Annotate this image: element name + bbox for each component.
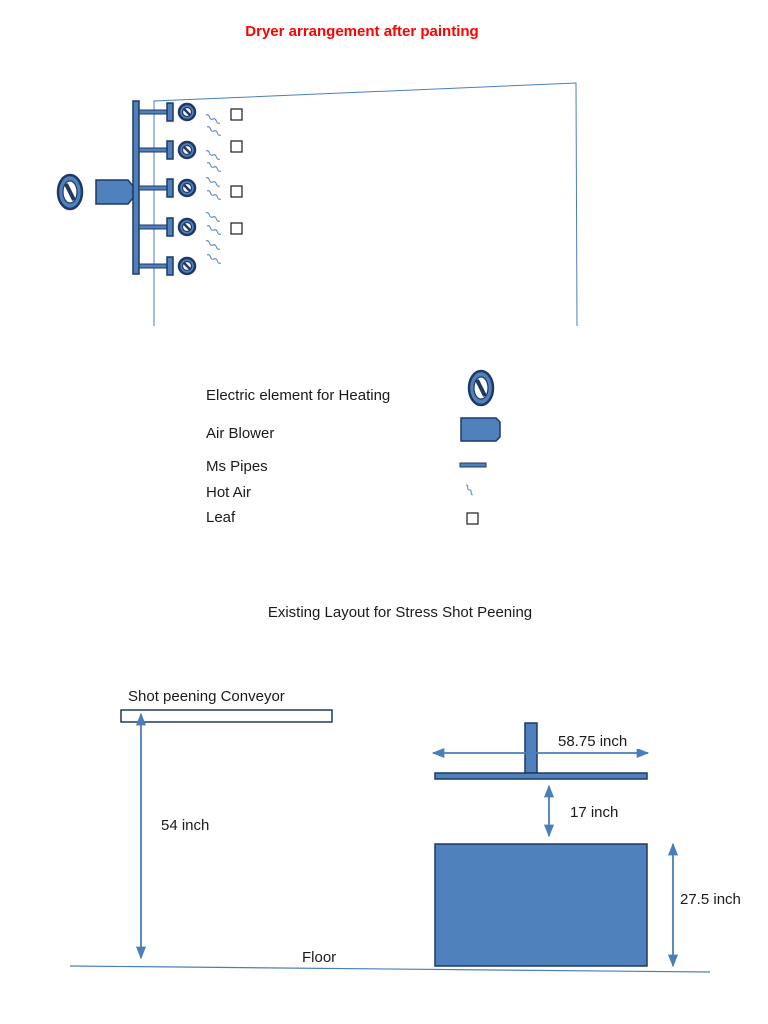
hot-air-icon (206, 162, 221, 172)
box-height-label: 27.5 inch (680, 891, 741, 908)
leaf-icon (231, 141, 242, 152)
peening-machine-box (435, 844, 647, 966)
heating-element-icon (179, 180, 195, 196)
hot-air-icon (206, 225, 221, 235)
hot-air-icon (205, 114, 220, 124)
hot-air-icon (205, 177, 220, 187)
hot-air-icon (206, 126, 221, 136)
heating-element-icon (179, 219, 195, 235)
hot-air-icon (206, 190, 221, 200)
leaf-icon (231, 109, 242, 120)
legend-label-hot-air: Hot Air (206, 484, 252, 501)
layout-title: Existing Layout for Stress Shot Peening (267, 604, 533, 621)
branch-row (139, 141, 195, 159)
hot-air-icon (205, 240, 220, 250)
legend (206, 371, 500, 526)
leaves (231, 109, 242, 234)
hot-air-icon (206, 254, 221, 264)
heating-element-icon (179, 258, 195, 274)
floor-line (70, 966, 710, 972)
legend-label-pipes: Ms Pipes (206, 458, 268, 475)
heating-element-icon (179, 104, 195, 120)
conveyor-height-label: 54 inch (161, 817, 210, 834)
branch-row (139, 257, 195, 275)
hot-air-icon (205, 150, 220, 160)
hot-air-icon (205, 212, 220, 222)
heating-element-icon (469, 371, 493, 405)
leaf-icon (467, 513, 478, 524)
t-bar-base (435, 773, 647, 779)
heating-element-icon (58, 175, 82, 209)
width-label: 58.75 inch (558, 733, 628, 750)
legend-label-leaf: Leaf (206, 509, 236, 526)
t-bar-stem (525, 723, 537, 773)
branch-row (139, 218, 195, 236)
air-blower-icon (461, 418, 500, 441)
dryer-title: Dryer arrangement after painting (245, 23, 479, 40)
legend-label-heating: Electric element for Heating (206, 387, 391, 404)
branch-row (139, 103, 195, 121)
hot-air-icon (465, 485, 473, 496)
leaf-icon (231, 223, 242, 234)
branch-rows (139, 103, 195, 275)
air-blower-icon (96, 180, 133, 204)
manifold-pipe (133, 101, 139, 274)
hot-air-waves (205, 114, 221, 264)
leaf-icon (231, 186, 242, 197)
gap-label: 17 inch (570, 804, 619, 821)
dryer-chamber (154, 83, 577, 326)
conveyor-label: Shot peening Conveyor (128, 688, 285, 705)
floor-label: Floor (302, 949, 337, 966)
legend-label-blower: Air Blower (206, 425, 275, 442)
heating-element-icon (179, 142, 195, 158)
branch-row (139, 179, 195, 197)
shot-peening-conveyor (121, 710, 332, 722)
ms-pipe-icon (460, 463, 486, 467)
